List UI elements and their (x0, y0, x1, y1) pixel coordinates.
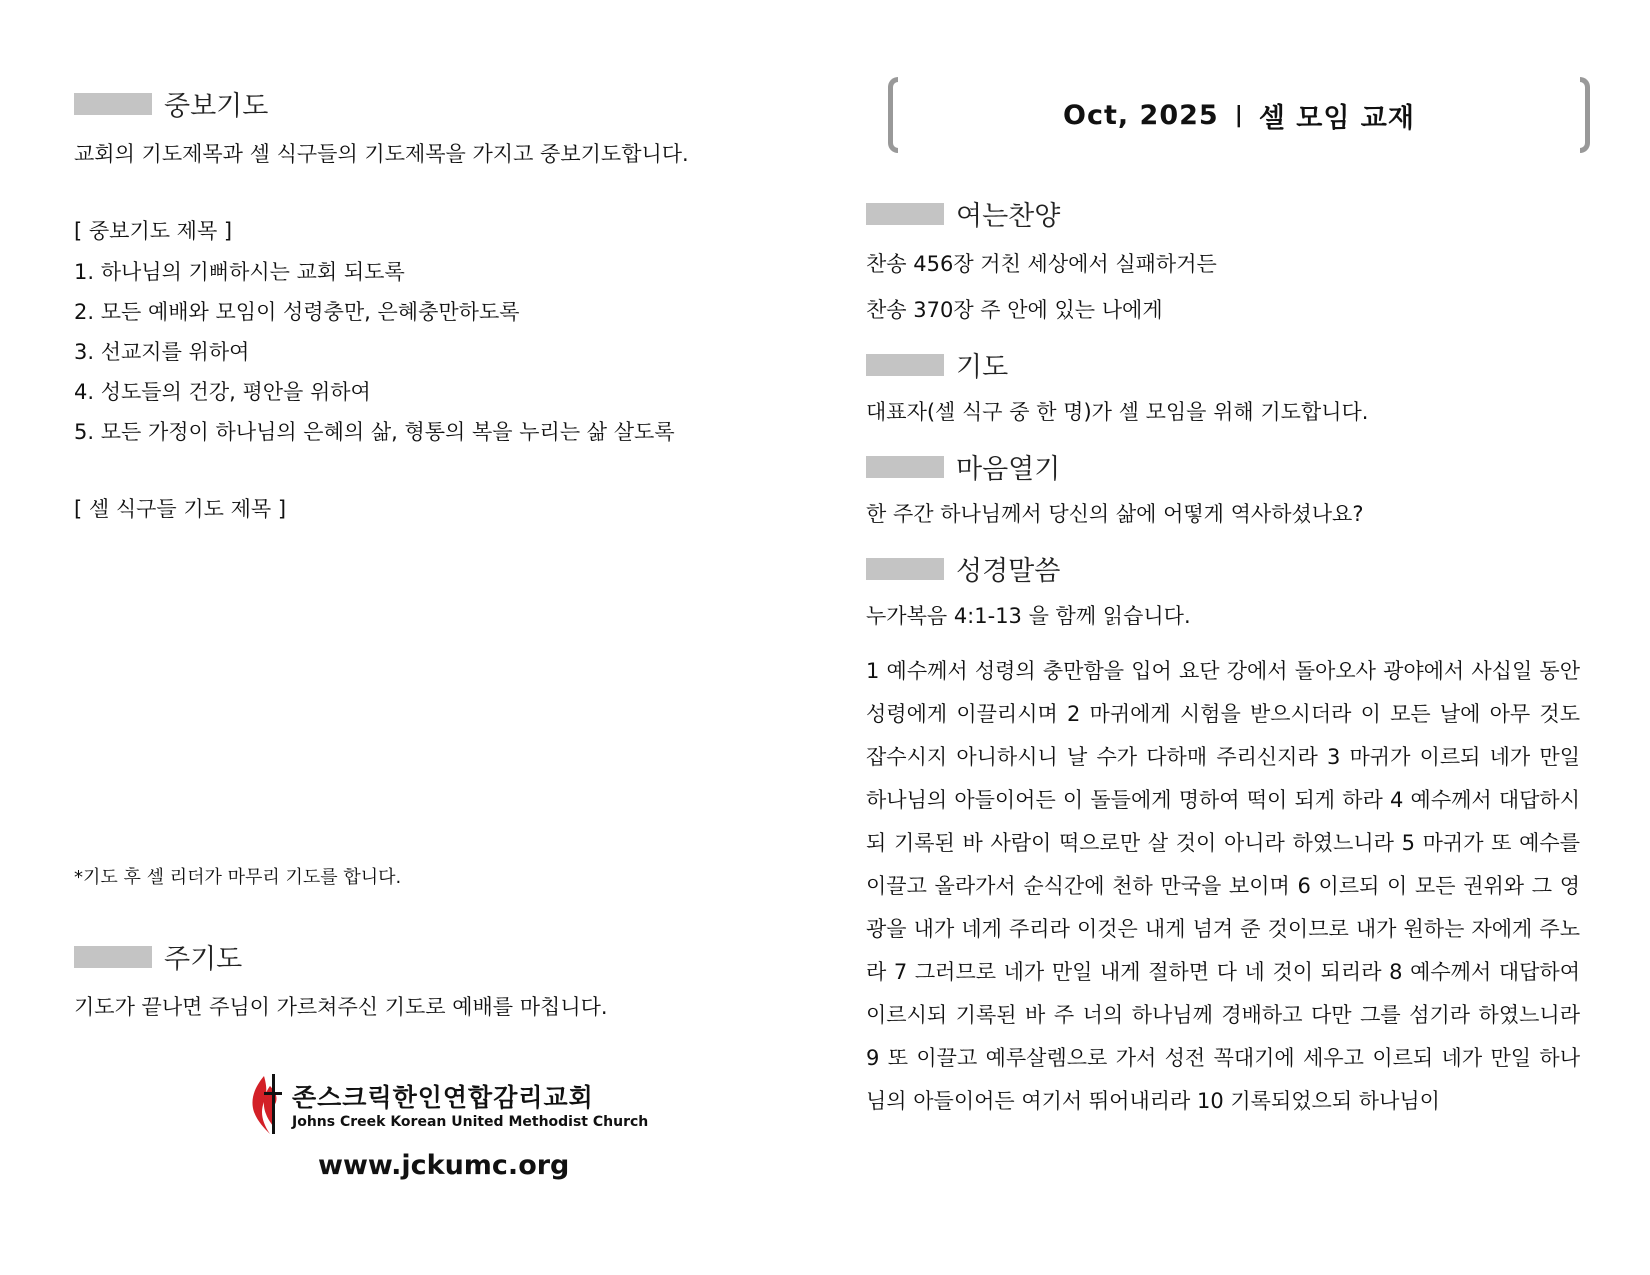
website-link[interactable]: www.jckumc.org (318, 1150, 570, 1181)
topic-item: 2. 모든 예배와 모임이 성령충만, 은혜충만하도록 (74, 300, 520, 324)
header-bracket-left (888, 77, 898, 153)
section-marker (74, 946, 152, 968)
church-logo (250, 1072, 648, 1136)
intercession-desc: 교회의 기도제목과 셀 식구들의 기도제목을 가지고 중보기도합니다. (74, 142, 689, 166)
section-title: 마음열기 (956, 454, 1061, 485)
topic-item: 5. 모든 가정이 하나님의 은혜의 삶, 형통의 복을 누리는 삶 살도록 (74, 420, 675, 444)
church-name-en: Johns Creek Korean United Methodist Church (292, 1114, 649, 1130)
header-separator: | (1234, 102, 1243, 128)
section-marker (74, 93, 152, 115)
section-marker (866, 456, 944, 478)
topics-header: [ 중보기도 제목 ] (74, 219, 233, 243)
lords-prayer-desc: 기도가 끝나면 주님이 가르쳐주신 기도로 예배를 마칩니다. (74, 995, 608, 1019)
section-opening-hymn (866, 194, 1060, 233)
section-marker (866, 354, 944, 376)
topic-item: 4. 성도들의 건강, 평안을 위하여 (74, 380, 371, 404)
page-header (888, 77, 1590, 153)
section-bible (866, 549, 1060, 588)
cell-prayer-header: [ 셀 식구들 기도 제목 ] (74, 497, 287, 521)
bible-desc: 누가복음 4:1-13 을 함께 읽습니다. (866, 604, 1191, 628)
section-intercession (74, 84, 268, 123)
church-name-ko: 존스크릭한인연합감리교회 (292, 1083, 594, 1112)
prayer-desc: 대표자(셀 식구 중 한 명)가 셀 모임을 위해 기도합니다. (866, 400, 1369, 424)
topic-item: 1. 하나님의 기뻐하시는 교회 되도록 (74, 260, 405, 284)
closing-note: *기도 후 셀 리더가 마무리 기도를 합니다. (74, 867, 402, 888)
cross-flame-icon (250, 1072, 284, 1136)
section-marker (866, 203, 944, 225)
header-date: Oct, 2025 (1063, 99, 1219, 131)
section-title: 성경말씀 (956, 556, 1061, 587)
page-title: 셀 모임 교재 (1258, 102, 1415, 134)
section-title: 주기도 (164, 944, 243, 975)
section-title: 기도 (956, 352, 1009, 383)
section-title: 여는찬양 (956, 201, 1061, 232)
hymn-line: 찬송 370장 주 안에 있는 나에게 (866, 298, 1163, 322)
scripture-passage: 1 예수께서 성령의 충만함을 입어 요단 강에서 돌아오사 광야에서 사십일 동안 성령에게 이끌리시며 2 마귀에게 시험을 받으시더라 이 모든 날에 아무 것도 잡수시지 아니하시니 날 수가 다하매 주리신지라 3 마귀가 이르되 네가 만일 하나님의 아들이어든 이 돌들에게 명하여 떡이 되게 하라 4 예수께서 대답하시되 기록된 바 사람이 떡으로만 살 것이 아니라 하였느니라 5 마귀가 또 예수를 이끌고 올라가서 순식간에 천하 만국을 보이며 6 이르되 이 모든 권위와 그 영광을 내가 네게 주리라 이것은 내게 넘겨 준 것이므로 내가 원하는 자에게 주노라 7 그러므로 네가 만일 내게 절하면 다 네 것이 되리라 8 예수께서 대답하여 이르시되 기록된 바 주 너의 하나님께 경배하고 다만 그를 섬기라 하였느니라 9 또 이끌고 예루살렘으로 가서 성전 꼭대기에 세우고 이르되 네가 만일 하나님의 아들이어든 여기서 뛰어내리라 10 기록되었으되 하나님이 (866, 659, 1580, 1113)
section-opening-heart (866, 447, 1060, 486)
section-marker (866, 558, 944, 580)
hymn-line: 찬송 456장 거친 세상에서 실패하거든 (866, 252, 1217, 276)
header-bracket-right (1580, 77, 1590, 153)
section-lords-prayer (74, 937, 242, 976)
opening-heart-desc: 한 주간 하나님께서 당신의 삶에 어떻게 역사하셨나요? (866, 502, 1364, 526)
section-title: 중보기도 (164, 91, 269, 122)
topic-item: 3. 선교지를 위하여 (74, 340, 250, 364)
section-prayer (866, 345, 1008, 384)
